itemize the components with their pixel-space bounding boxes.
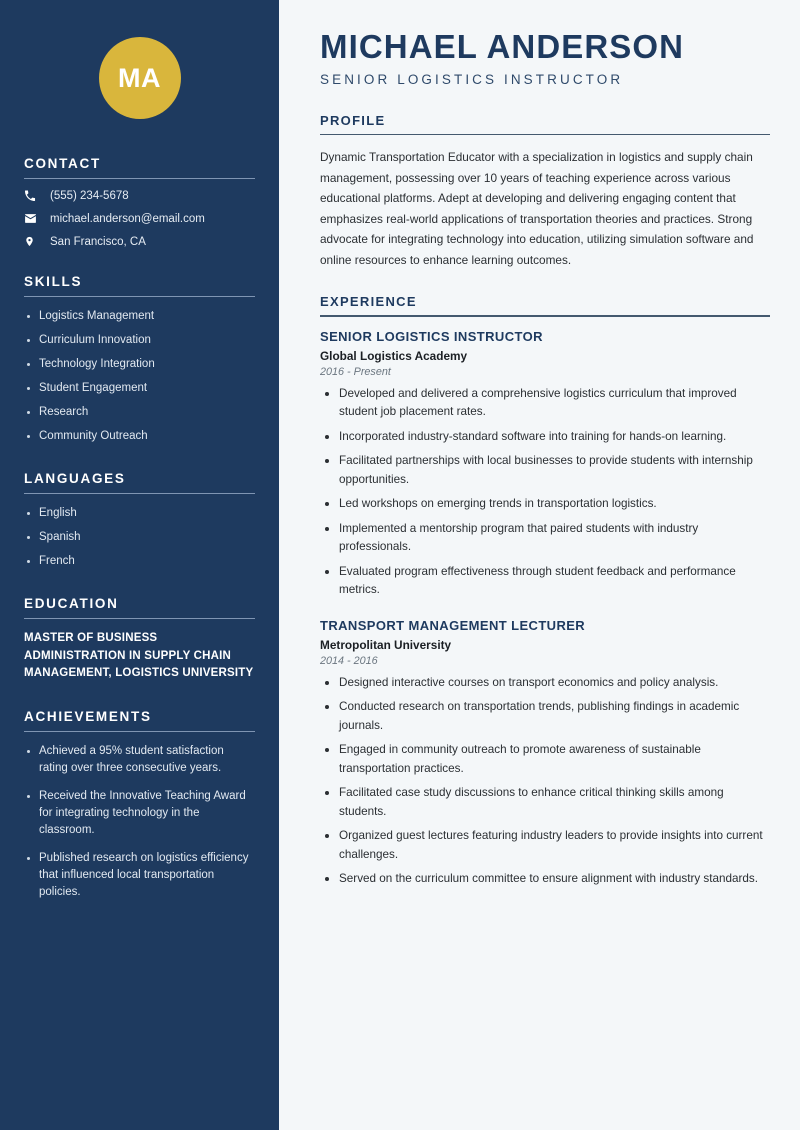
- list-item: Led workshops on emerging trends in transportation logistics.: [320, 495, 770, 514]
- avatar-container: [24, 0, 255, 119]
- list-item: Facilitated partnerships with local businesses to provide students with internship opportunities.: [320, 452, 770, 489]
- languages-divider: [24, 493, 255, 494]
- avatar: MA: [99, 37, 181, 119]
- contact-row-email[interactable]: [24, 212, 255, 225]
- skills-section: [24, 274, 255, 445]
- contact-divider: [24, 178, 255, 179]
- list-item: Served on the curriculum committee to ensure alignment with industry standards.: [320, 870, 770, 889]
- achievements-section: [24, 709, 255, 901]
- list-item: Logistics Management: [24, 308, 255, 325]
- skills-divider: [24, 296, 255, 297]
- profile-text: Dynamic Transportation Educator with a specialization in logistics and supply chain management, possessing over 10 years of teaching experience across various educational platforms. Adept at developing and delivering engaging content that emphasizes real-world applications of transportation theories and practices. Strong advocate for integrating technology into education, utilizing simulation software and online resources to enhance learning outcomes.: [320, 150, 754, 267]
- location-pin-icon: [24, 235, 42, 248]
- profile-section: [320, 113, 770, 270]
- languages-section: [24, 471, 255, 570]
- languages-list: [24, 505, 255, 570]
- list-item: Developed and delivered a comprehensive logistics curriculum that improved student job placement rates.: [320, 385, 770, 422]
- experience-job-2: [320, 618, 770, 889]
- experience-divider: [320, 315, 770, 316]
- contact-heading: CONTACT: [24, 156, 101, 171]
- list-item: English: [24, 505, 255, 522]
- phone-icon: [24, 190, 42, 202]
- job-bullets: [320, 674, 770, 889]
- list-item: Evaluated program effectiveness through student feedback and performance metrics.: [320, 563, 770, 600]
- list-item: Curriculum Innovation: [24, 332, 255, 349]
- job-bullets: [320, 385, 770, 600]
- main-content: [290, 0, 800, 1130]
- skills-heading: SKILLS: [24, 274, 83, 289]
- list-item: Published research on logistics efficiency that influenced local transportation policies.: [24, 850, 255, 901]
- list-item: Engaged in community outreach to promote awareness of sustainable transportation practices.: [320, 741, 770, 778]
- job-title: TRANSPORT MANAGEMENT LECTURER: [320, 617, 586, 633]
- profile-heading: PROFILE: [320, 113, 386, 128]
- contact-email-value: michael.anderson@email.com: [50, 212, 205, 225]
- list-item: Facilitated case study discussions to enhance critical thinking skills among students.: [320, 784, 770, 821]
- job-organization: Global Logistics Academy: [320, 348, 468, 363]
- skills-list: [24, 308, 255, 445]
- job-role-subtitle: SENIOR LOGISTICS INSTRUCTOR: [320, 72, 624, 87]
- list-item: Organized guest lectures featuring industry leaders to provide insights into current challenges.: [320, 827, 770, 864]
- column-gap: [279, 0, 290, 1130]
- page-title: MICHAEL ANDERSON: [320, 28, 685, 65]
- contact-row-phone[interactable]: [24, 190, 255, 202]
- job-dates: 2016 - Present: [320, 365, 391, 378]
- experience-section: [320, 294, 770, 888]
- achievements-list: [24, 743, 255, 901]
- list-item: Spanish: [24, 529, 255, 546]
- list-item: Conducted research on transportation trends, publishing findings in academic journals.: [320, 698, 770, 735]
- contact-phone-value: (555) 234-5678: [50, 190, 129, 202]
- list-item: Community Outreach: [24, 428, 255, 445]
- list-item: Research: [24, 404, 255, 421]
- list-item: Implemented a mentorship program that paired students with industry professionals.: [320, 520, 770, 557]
- achievements-divider: [24, 731, 255, 732]
- envelope-icon: [24, 212, 42, 225]
- list-item: Incorporated industry-standard software into training for hands-on learning.: [320, 428, 770, 447]
- contact-section: [24, 156, 255, 248]
- education-heading: EDUCATION: [24, 596, 119, 611]
- contact-location-value: San Francisco, CA: [50, 235, 146, 248]
- job-dates: 2014 - 2016: [320, 654, 378, 667]
- education-divider: [24, 618, 255, 619]
- profile-divider: [320, 134, 770, 135]
- list-item: French: [24, 553, 255, 570]
- job-organization: Metropolitan University: [320, 637, 452, 652]
- list-item: Technology Integration: [24, 356, 255, 373]
- achievements-heading: ACHIEVEMENTS: [24, 708, 152, 724]
- list-item: Achieved a 95% student satisfaction rating over three consecutive years.: [24, 743, 255, 777]
- contact-row-location[interactable]: [24, 235, 255, 248]
- list-item: Designed interactive courses on transport economics and policy analysis.: [320, 674, 770, 693]
- list-item: Received the Innovative Teaching Award for integrating technology in the classroom.: [24, 788, 255, 839]
- experience-job-1: [320, 329, 770, 600]
- languages-heading: LANGUAGES: [24, 471, 126, 486]
- experience-heading: EXPERIENCE: [320, 294, 417, 310]
- list-item: Student Engagement: [24, 380, 255, 397]
- education-entry: MASTER OF BUSINESS ADMINISTRATION IN SUPPLY CHAIN MANAGEMENT, LOGISTICS UNIVERSITY: [24, 632, 254, 679]
- job-title: SENIOR LOGISTICS INSTRUCTOR: [320, 328, 543, 344]
- sidebar: [0, 0, 279, 1130]
- education-section: [24, 596, 255, 683]
